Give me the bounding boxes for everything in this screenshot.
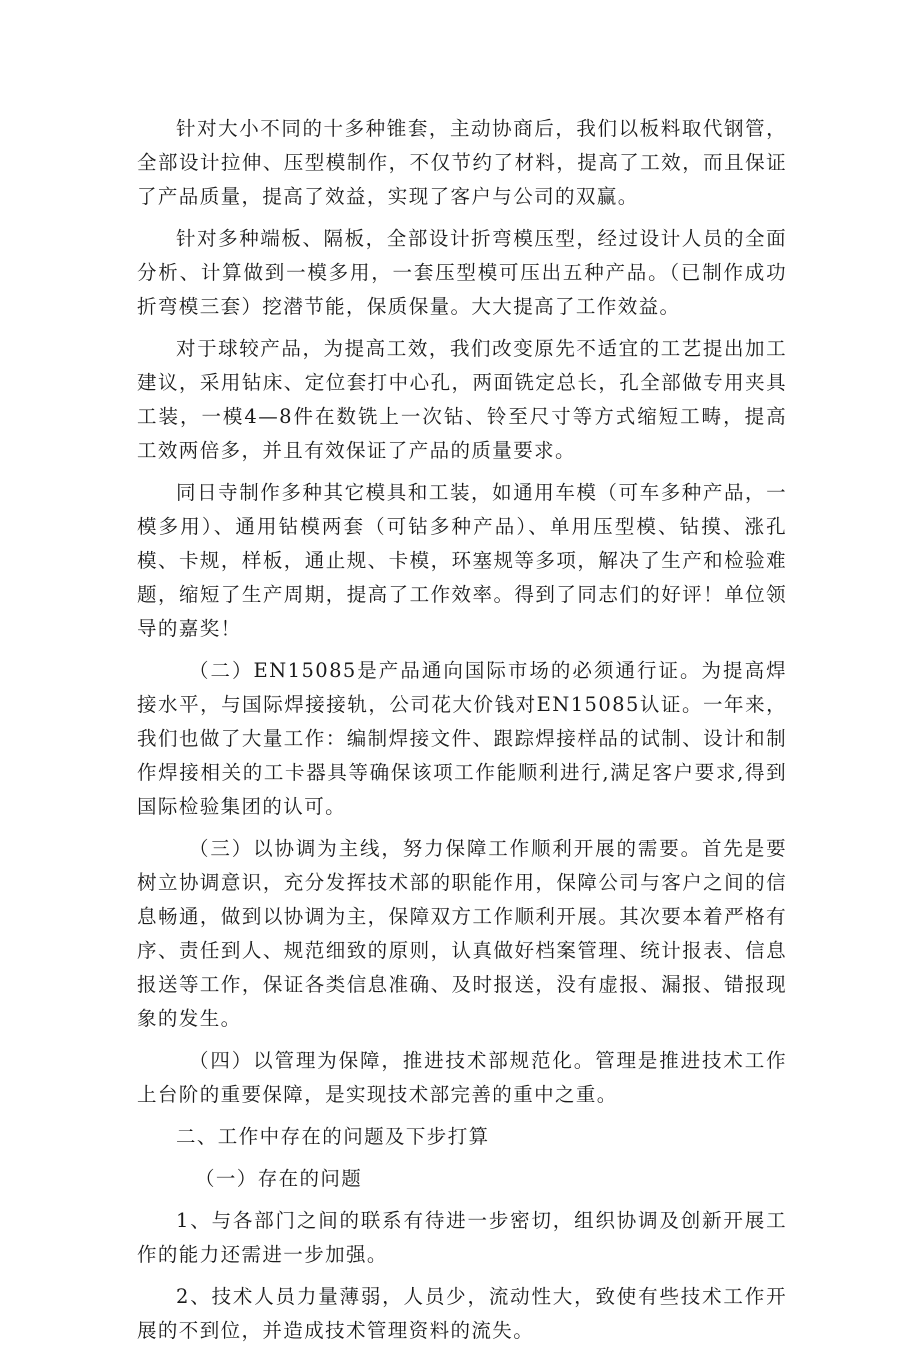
paragraph-en15085: （二）EN15085是产品通向国际市场的必须通行证。为提高焊接水平，与国际焊接接轨，公司花大价钱对EN15085认证。一年来，我们也做了大量工作：编制焊接文件、跟踪焊接样品的试制、设计和制作焊接相关的工卡器具等确保该项工作能顺利进行,满足客户要求,得到国际检验集团的认可。 (137, 659, 787, 818)
paragraph-cone-sleeves: 针对大小不同的十多种锥套，主动协商后，我们以板料取代钢管，全部设计拉伸、压型模制作，不仅节约了材料，提高了工效，而且保证了产品质量，提高了效益，实现了客户与公司的双赢。 (137, 117, 787, 208)
list-item-problem-1: 1、与各部门之间的联系有待进一步密切，组织协调及创新开展工作的能力还需进一步加强。 (137, 1209, 787, 1266)
section-heading-problems: 二、工作中存在的问题及下步打算 (176, 1125, 490, 1148)
paragraph-end-plates: 针对多种端板、隔板，全部设计折弯模压型，经过设计人员的全面分析、计算做到一模多用，一套压型模可压出五种产品。（已制作成功折弯模三套）挖潜节能，保质保量。大大提高了工作效益。 (137, 227, 787, 318)
paragraph-ball-products: 对于球较产品，为提高工效，我们改变原先不适宜的工艺提出加工建议，采用钻床、定位套打中心孔，两面铣定总长，孔全部做专用夹具工装，一模4—8件在数铣上一次钻、铃至尺寸等方式缩短工畴，提高工效两倍多，并且有效保证了产品的质量要求。 (137, 337, 787, 462)
subsection-heading-existing-problems: （一）存在的问题 (195, 1167, 363, 1190)
list-item-problem-2: 2、技术人员力量薄弱，人员少，流动性大，致使有些技术工作开展的不到位，并造成技术管理资料的流失。 (137, 1285, 787, 1342)
document-body (137, 112, 787, 1356)
paragraph-other-tooling: 同日寺制作多种其它模具和工装，如通用车模（可车多种产品，一模多用）、通用钻模两套（可钻多种产品）、单用压型模、钻摸、涨孔模、卡规，样板，通止规、卡模，环塞规等多项，解决了生产和检验难题，缩短了生产周期，提高了工作效率。得到了同志们的好评！单位领导的嘉奖！ (137, 481, 787, 640)
paragraph-management: （四）以管理为保障，推进技术部规范化。管理是推进技术工作上台阶的重要保障，是实现技术部完善的重中之重。 (137, 1049, 787, 1106)
paragraph-coordination: （三）以协调为主线，努力保障工作顺利开展的需要。首先是要树立协调意识，充分发挥技术部的职能作用，保障公司与客户之间的信息畅通，做到以协调为主，保障双方工作顺利开展。其次要本着严格有序、责任到人、规范细致的原则，认真做好档案管理、统计报表、信息报送等工作，保证各类信息准确、及时报送，没有虚报、漏报、错报现象的发生。 (137, 837, 787, 1030)
